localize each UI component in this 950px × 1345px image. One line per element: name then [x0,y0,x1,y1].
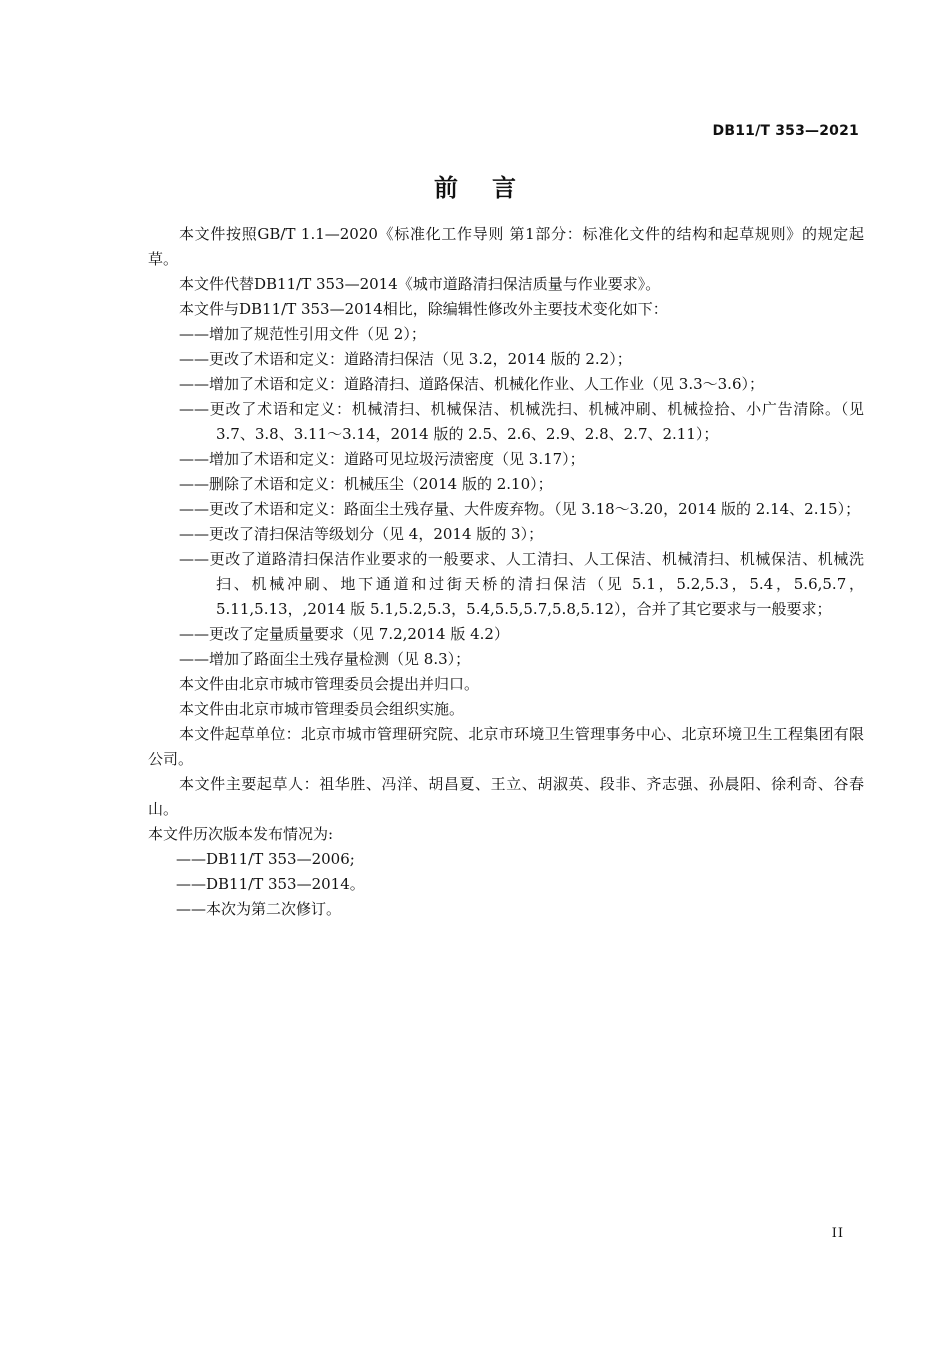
paragraph: 本文件代替DB11/T 353—2014《城市道路清扫保洁质量与作业要求》。 [179,275,661,293]
change-item: ——更改了术语和定义：道路清扫保洁（见 3.2，2014 版的 2.2）； [179,350,632,368]
change-item: ——增加了路面尘土残存量检测（见 8.3）； [179,650,471,668]
change-item: ——更改了术语和定义：机械清扫、机械保洁、机械洗扫、机械冲刷、机械捡拾、小广告清除。（见 3.7、3.8、3.11～3.14，2014 版的 2.5、2.6、2.9、2.8、2.7、2.11）； [179,400,864,443]
paragraph: 本文件主要起草人：祖华胜、冯洋、胡昌夏、王立、胡淑英、段非、齐志强、孙晨阳、徐利奇、谷春山。 [148,775,864,818]
paragraph: 本文件按照GB/T 1.1—2020《标准化工作导则 第1部分：标准化文件的结构和起草规则》的规定起草。 [148,225,864,268]
page-number: II [831,1226,844,1241]
change-item: ——增加了术语和定义：道路清扫、道路保洁、机械化作业、人工作业（见 3.3～3.6）； [179,375,764,393]
document-body [148,222,864,922]
history-item: ——DB11/T 353—2014。 [176,875,365,893]
paragraph: 本文件起草单位：北京市城市管理研究院、北京市环境卫生管理事务中心、北京环境卫生工程集团有限公司。 [148,725,864,768]
paragraph: 本文件由北京市城市管理委员会提出并归口。 [179,675,480,693]
change-item: ——增加了术语和定义：道路可见垃圾污渍密度（见 3.17）； [179,450,585,468]
history-intro: 本文件历次版本发布情况为: [148,825,334,843]
change-item: ——更改了清扫保洁等级划分（见 4，2014 版的 3）； [179,525,544,543]
change-item: ——更改了术语和定义：路面尘土残存量、大件废弃物。（见 3.18～3.20，2014 版的 2.14、2.15）； [179,500,861,518]
history-item: ——DB11/T 353—2006; [176,850,355,868]
change-item: ——更改了道路清扫保洁作业要求的一般要求、人工清扫、人工保洁、机械清扫、机械保洁、机械洗扫、机械冲刷、地下通道和过街天桥的清扫保洁（见 5.1，5.2,5.3，5.4，5.6,5.7，5.11,5.13，,2014 版 5.1,5.2,5.3，5.4,5.5,5.7,5.8,5.12），合并了其它要求与一般要求； [179,550,864,618]
document-id: DB11/T 353—2021 [712,123,859,139]
change-item: ——更改了定量质量要求（见 7.2,2014 版 4.2） [179,625,509,643]
page-title: 前言 [434,174,550,202]
history-item: ——本次为第二次修订。 [176,900,342,918]
change-item: ——删除了术语和定义：机械压尘（2014 版的 2.10）； [179,475,553,493]
paragraph: 本文件与DB11/T 353—2014相比，除编辑性修改外主要技术变化如下： [179,300,668,318]
paragraph: 本文件由北京市城市管理委员会组织实施。 [179,700,465,718]
change-item: ——增加了规范性引用文件（见 2）； [179,325,426,343]
